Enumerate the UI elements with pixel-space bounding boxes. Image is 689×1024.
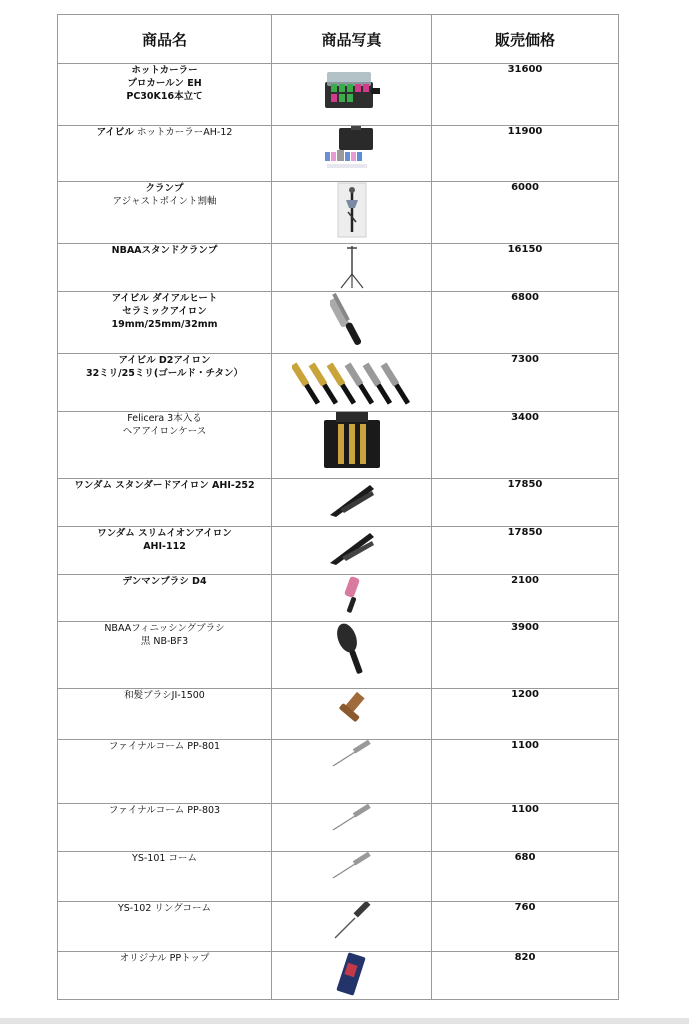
product-name-line bbox=[58, 622, 271, 635]
product-name-bold-text: ホットカーラー bbox=[131, 65, 198, 76]
product-name-cell bbox=[58, 740, 272, 804]
product-name-bold-text: セラミックアイロン bbox=[122, 306, 207, 317]
product-photo-cell bbox=[272, 902, 432, 952]
product-name-cell bbox=[58, 244, 272, 292]
product-price-cell: 1100 bbox=[432, 740, 619, 804]
product-photo-cell bbox=[272, 412, 432, 479]
table-row bbox=[58, 479, 619, 527]
table-row bbox=[58, 292, 619, 354]
table-row bbox=[58, 740, 619, 804]
product-name-bold-text: プロカールン EH bbox=[127, 78, 202, 89]
product-photo-cell bbox=[272, 354, 432, 412]
product-name-line bbox=[58, 126, 271, 139]
table-row bbox=[58, 64, 619, 126]
product-name-line bbox=[58, 367, 271, 380]
product-name-text: ヘアアイロンケース bbox=[122, 426, 207, 437]
product-photo-cell bbox=[272, 292, 432, 354]
tail-comb-icon bbox=[272, 740, 431, 770]
product-name-text: NBAAフィニッシングブラシ bbox=[104, 623, 225, 634]
product-price-cell: 6800 bbox=[432, 292, 619, 354]
product-name-line bbox=[58, 244, 271, 257]
product-name-line bbox=[58, 305, 271, 318]
product-name-cell bbox=[58, 64, 272, 126]
product-price-cell: 6000 bbox=[432, 182, 619, 244]
product-name-bold-text: ワンダム スタンダードアイロン AHI-252 bbox=[74, 480, 255, 491]
table-row bbox=[58, 182, 619, 244]
table-row bbox=[58, 354, 619, 412]
product-name-text: YS-102 リングコーム bbox=[117, 903, 212, 914]
table-row bbox=[58, 852, 619, 902]
product-price-cell: 680 bbox=[432, 852, 619, 902]
product-photo-cell bbox=[272, 689, 432, 740]
product-name-line bbox=[58, 575, 271, 588]
tripod-stand-icon bbox=[272, 244, 431, 290]
product-price-cell: 11900 bbox=[432, 126, 619, 182]
product-photo-cell bbox=[272, 852, 432, 902]
product-photo-cell bbox=[272, 575, 432, 622]
product-price-cell: 17850 bbox=[432, 479, 619, 527]
product-name-cell bbox=[58, 412, 272, 479]
flat-iron-icon bbox=[272, 479, 431, 519]
product-name-text: 黒 NB-BF3 bbox=[140, 636, 189, 647]
header-product-name: 商品名 bbox=[58, 15, 272, 64]
product-price-cell: 1200 bbox=[432, 689, 619, 740]
product-price-cell: 820 bbox=[432, 952, 619, 1000]
product-name-line bbox=[58, 182, 271, 195]
tail-comb-icon bbox=[272, 852, 431, 882]
product-name-cell bbox=[58, 354, 272, 412]
product-name-cell bbox=[58, 804, 272, 852]
product-photo-cell bbox=[272, 527, 432, 575]
product-price-cell: 7300 bbox=[432, 354, 619, 412]
product-name-cell bbox=[58, 527, 272, 575]
product-name-text: オリジナル PPトップ bbox=[119, 953, 210, 964]
table-row bbox=[58, 527, 619, 575]
product-name-line bbox=[58, 635, 271, 648]
tail-comb-icon bbox=[272, 804, 431, 834]
product-price-cell: 17850 bbox=[432, 527, 619, 575]
product-name-bold-text: アイビル ダイアルヒート bbox=[111, 293, 218, 304]
product-name-cell bbox=[58, 852, 272, 902]
product-name-bold-text: 19mm/25mm/32mm bbox=[111, 319, 218, 330]
product-name-text: アジャストポイント割軸 bbox=[112, 196, 217, 207]
product-price-cell: 1100 bbox=[432, 804, 619, 852]
product-name-line bbox=[58, 354, 271, 367]
product-name-text: YS-101 コーム bbox=[132, 853, 197, 864]
product-name-bold-text: ワンダム スリムイオンアイロン bbox=[97, 528, 232, 539]
product-name-line bbox=[58, 479, 271, 492]
product-photo-cell bbox=[272, 740, 432, 804]
product-name-cell bbox=[58, 622, 272, 689]
product-name-text: ホットカーラーAH-12 bbox=[137, 127, 233, 138]
paddle-brush-icon bbox=[272, 622, 431, 678]
product-name-line bbox=[58, 902, 271, 915]
product-name-line bbox=[58, 804, 271, 817]
product-name-line bbox=[58, 540, 271, 553]
hot-curler-set-icon bbox=[272, 64, 431, 116]
product-name-cell bbox=[58, 689, 272, 740]
product-price-cell: 16150 bbox=[432, 244, 619, 292]
product-name-text: ファイナルコーム PP-803 bbox=[108, 805, 221, 816]
page-bottom-bar bbox=[0, 1018, 689, 1024]
table-row bbox=[58, 622, 619, 689]
product-name-line bbox=[58, 952, 271, 965]
product-name-bold-text: クランプ bbox=[145, 183, 184, 194]
denman-brush-icon bbox=[272, 575, 431, 615]
table-row bbox=[58, 244, 619, 292]
product-name-text: 和髪ブラシJI-1500 bbox=[124, 690, 205, 701]
product-name-cell bbox=[58, 952, 272, 1000]
table-row bbox=[58, 412, 619, 479]
product-name-cell bbox=[58, 479, 272, 527]
wooden-brush-icon bbox=[272, 689, 431, 729]
header-sale-price: 販売価格 bbox=[432, 15, 619, 64]
curling-iron-set-icon bbox=[272, 354, 431, 406]
product-photo-cell bbox=[272, 804, 432, 852]
product-name-bold-text: PC30K16本立て bbox=[126, 91, 203, 102]
product-name-line bbox=[58, 425, 271, 438]
product-name-text: ファイナルコーム PP-801 bbox=[108, 741, 221, 752]
pp-top-package-icon bbox=[272, 952, 431, 996]
product-price-cell: 31600 bbox=[432, 64, 619, 126]
product-name-line bbox=[58, 852, 271, 865]
product-photo-cell bbox=[272, 479, 432, 527]
table-header-row bbox=[58, 15, 619, 64]
iron-case-icon bbox=[272, 412, 431, 470]
product-price-cell: 2100 bbox=[432, 575, 619, 622]
hot-curler-case-icon bbox=[272, 126, 431, 174]
product-name-bold-text: NBAAスタンドクランプ bbox=[111, 245, 218, 256]
header-product-photo: 商品写真 bbox=[272, 15, 432, 64]
product-photo-cell bbox=[272, 126, 432, 182]
product-photo-cell bbox=[272, 622, 432, 689]
product-price-cell: 760 bbox=[432, 902, 619, 952]
product-name-line bbox=[58, 689, 271, 702]
product-name-line bbox=[58, 527, 271, 540]
table-row bbox=[58, 575, 619, 622]
product-name-line bbox=[58, 195, 271, 208]
product-photo-cell bbox=[272, 64, 432, 126]
product-name-cell bbox=[58, 292, 272, 354]
product-name-text: Felicera 3本入る bbox=[127, 413, 202, 424]
table-row bbox=[58, 689, 619, 740]
product-name-bold-text: アイビル bbox=[96, 127, 138, 138]
product-name-bold-text: アイビル D2アイロン bbox=[118, 355, 211, 366]
table-row bbox=[58, 902, 619, 952]
product-name-bold-text: 32ミリ/25ミリ(ゴールド・チタン） bbox=[85, 368, 244, 379]
table-row bbox=[58, 952, 619, 1000]
table-row bbox=[58, 804, 619, 852]
table-row bbox=[58, 126, 619, 182]
ring-comb-icon bbox=[272, 902, 431, 942]
product-price-cell: 3900 bbox=[432, 622, 619, 689]
product-name-cell bbox=[58, 126, 272, 182]
curling-iron-icon bbox=[272, 292, 431, 348]
product-name-cell bbox=[58, 902, 272, 952]
product-name-line bbox=[58, 740, 271, 753]
product-price-table bbox=[57, 14, 619, 1000]
product-photo-cell bbox=[272, 244, 432, 292]
product-name-line bbox=[58, 90, 271, 103]
product-name-bold-text: AHI-112 bbox=[143, 541, 186, 552]
product-photo-cell bbox=[272, 952, 432, 1000]
product-name-cell bbox=[58, 182, 272, 244]
product-price-cell: 3400 bbox=[432, 412, 619, 479]
product-name-bold-text: デンマンブラシ D4 bbox=[122, 576, 207, 587]
product-name-line bbox=[58, 318, 271, 331]
product-photo-cell bbox=[272, 182, 432, 244]
product-name-line bbox=[58, 64, 271, 77]
product-name-line bbox=[58, 412, 271, 425]
product-name-line bbox=[58, 292, 271, 305]
product-name-cell bbox=[58, 575, 272, 622]
clamp-icon bbox=[272, 182, 431, 238]
product-name-line bbox=[58, 77, 271, 90]
slim-flat-iron-icon bbox=[272, 527, 431, 567]
